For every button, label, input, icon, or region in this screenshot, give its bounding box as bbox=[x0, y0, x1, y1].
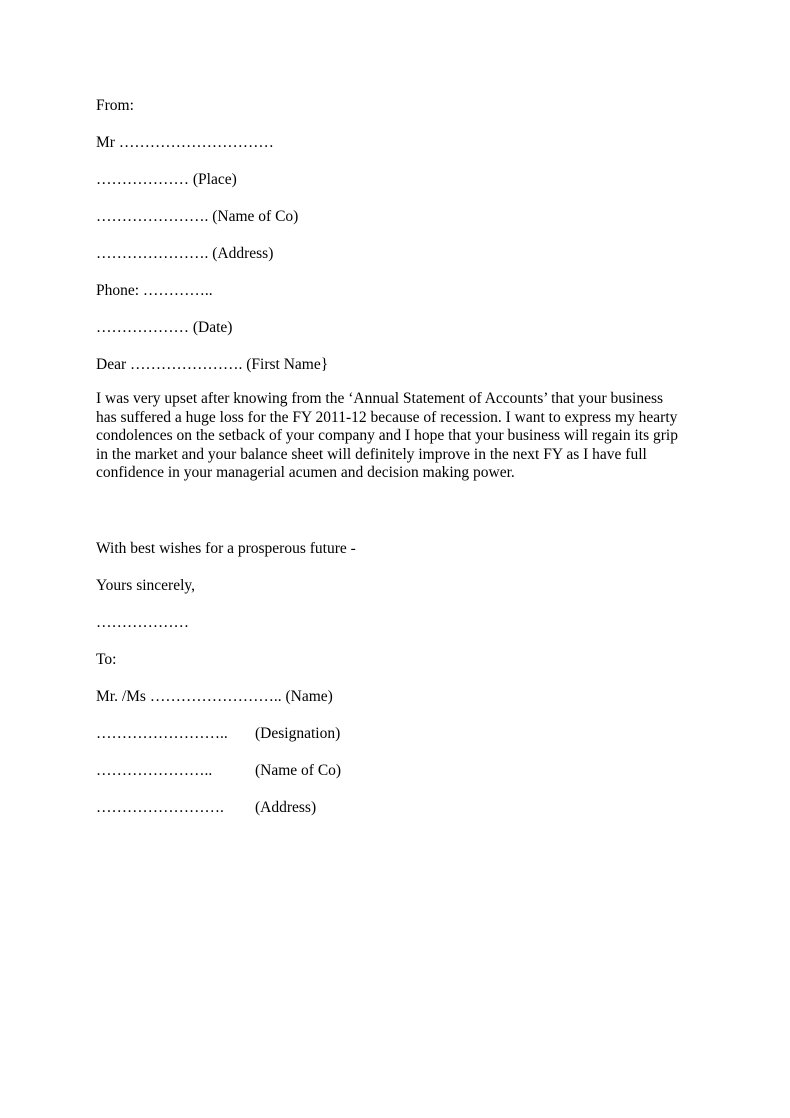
to-heading: To: bbox=[96, 651, 117, 668]
body-line: condolences on the setback of your company and I hope that your business will regain its grip bbox=[96, 427, 678, 445]
body-line: confidence in your managerial acumen and decision making power. bbox=[96, 464, 515, 482]
body-line: I was very upset after knowing from the ‘Annual Statement of Accounts’ that your business bbox=[96, 390, 664, 407]
letter-body bbox=[96, 390, 716, 483]
signature-line: ……………… bbox=[96, 614, 189, 631]
recipient-company-label: (Name of Co) bbox=[255, 762, 342, 779]
closing-wishes: With best wishes for a prosperous future - bbox=[96, 540, 356, 557]
date-line: ……………… (Date) bbox=[96, 319, 233, 336]
recipient-name-line: Mr. /Ms …………………….. (Name) bbox=[96, 688, 333, 705]
sender-company-line: …………………. (Name of Co) bbox=[96, 208, 299, 225]
recipient-address-label: (Address) bbox=[255, 799, 317, 816]
sender-place-line: ……………… (Place) bbox=[96, 171, 237, 188]
recipient-designation-dots: …………………….. bbox=[96, 725, 228, 742]
recipient-designation-label: (Designation) bbox=[255, 725, 341, 742]
sender-name-line: Mr ………………………… bbox=[96, 134, 274, 151]
sender-phone-line: Phone: ………….. bbox=[96, 282, 213, 299]
sender-address-line: …………………. (Address) bbox=[96, 245, 274, 262]
recipient-address-dots: ……………………. bbox=[96, 799, 224, 816]
sign-off: Yours sincerely, bbox=[96, 577, 196, 594]
from-heading: From: bbox=[96, 97, 134, 114]
body-line: has suffered a huge loss for the FY 2011-12 because of recession. I want to express my hearty bbox=[96, 408, 678, 426]
body-line: in the market and your balance sheet will definitely improve in the next FY as I have full bbox=[96, 445, 647, 463]
recipient-company-dots: ………………….. bbox=[96, 762, 213, 779]
salutation: Dear …………………. (First Name} bbox=[96, 356, 329, 373]
